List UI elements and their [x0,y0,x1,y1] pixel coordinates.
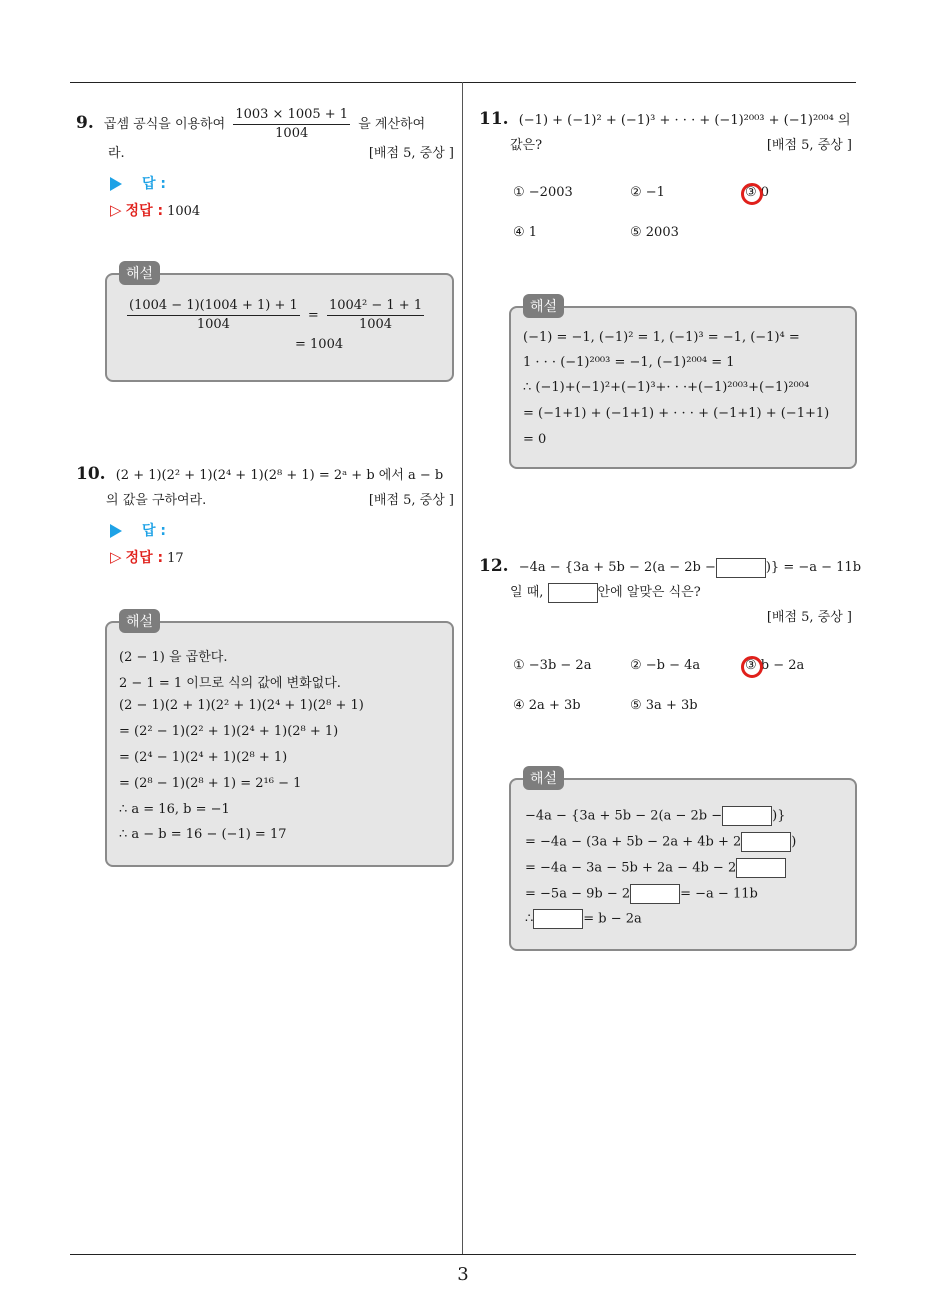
solution-line [525,832,796,852]
correct-answer-label: 정답 : [125,203,164,219]
problem-text: (−1) + (−1)² + (−1)³ + · · · + (−1)²⁰⁰³ + (−1)²⁰⁰⁴ 의 [518,113,851,128]
problem-number: 12. [479,556,509,576]
solution-result: = 1004 [295,337,344,352]
correct-choice-mark [741,183,763,205]
solution-box [105,621,454,867]
solution-line: (−1) = −1, (−1)² = 1, (−1)³ = −1, (−1)⁴ = [523,330,800,345]
play-triangle-icon [110,177,122,191]
blank-box [741,832,791,852]
answer-label: 답 : [142,523,166,539]
problem-10 [76,463,462,487]
choice-3[interactable]: ③ 0 [745,185,770,200]
problem-text: (2 + 1)(2² + 1)(2⁴ + 1)(2⁸ + 1) = 2ᵃ + b 에서 a − b [115,468,444,483]
solution-line: (2 − 1) 을 곱한다. [119,650,228,665]
solution-text: ∴ [525,911,534,927]
correct-answer-value: 17 [167,551,184,566]
answer-line [110,173,166,193]
fraction-numerator: (1004 − 1)(1004 + 1) + 1 [127,297,300,316]
problem-12-line2 [510,582,852,604]
problem-11-line2 [510,135,852,157]
problem-11 [479,108,859,132]
solution-line: = (2⁴ − 1)(2⁴ + 1)(2⁸ + 1) [119,750,288,765]
solution-box [509,778,857,951]
solution-line: ∴ (−1)+(−1)²+(−1)³+· · ·+(−1)²⁰⁰³+(−1)²⁰⁰⁴ [523,380,810,395]
solution-text: = −4a − 3a − 5b + 2a − 4b − 2 [525,860,737,876]
choice-2[interactable]: ② −b − 4a [630,658,701,673]
choice-1[interactable]: ① −3b − 2a [513,658,592,673]
problem-text: 안에 알맞은 식은? [597,585,701,600]
solution-line: 2 − 1 = 1 이므로 식의 값에 변화없다. [119,676,341,691]
score-label: [배점 5, 중상 ] [368,493,454,508]
solution-tag: 해설 [523,766,564,790]
fraction [233,106,350,143]
fraction-numerator: 1003 × 1005 + 1 [233,106,350,125]
score-label: [배점 5, 중상 ] [368,146,454,161]
solution-line: 1 · · · (−1)²⁰⁰³ = −1, (−1)²⁰⁰⁴ = 1 [523,355,735,370]
solution-line: = (−1+1) + (−1+1) + · · · + (−1+1) + (−1+1) [523,406,830,421]
fraction [127,297,300,334]
blank-box [722,806,772,826]
blank-box [630,884,680,904]
answer-line [110,520,166,540]
outline-triangle-icon: ▷ [110,548,122,566]
solution-line [525,909,642,929]
correct-answer-line [110,547,184,567]
choice-2[interactable]: ② −1 [630,185,665,200]
choice-5[interactable]: ⑤ 3a + 3b [630,698,698,713]
fraction [327,297,424,334]
solution-line [525,858,786,878]
fraction-numerator: 1004² − 1 + 1 [327,297,424,316]
score-label: [배점 5, 중상 ] [766,138,852,153]
problem-12 [479,555,864,579]
solution-text: ) [791,834,797,850]
problem-10-line2 [106,490,454,512]
solution-text: )} [772,808,786,824]
play-triangle-icon [110,524,122,538]
choice-4[interactable]: ④ 1 [513,225,538,240]
solution-box [509,306,857,469]
blank-box [533,909,583,929]
problem-9 [76,106,454,143]
fraction-denominator: 1004 [358,317,393,332]
problem-text: 일 때, [510,585,544,600]
problem-text: −4a − {3a + 5b − 2(a − 2b − [518,560,716,575]
choice-1[interactable]: ① −2003 [513,185,573,200]
fraction-denominator: 1004 [275,126,309,141]
solution-tag: 해설 [523,294,564,318]
blank-box [716,558,766,578]
top-rule [70,82,856,83]
correct-answer-value: 1004 [167,204,201,219]
blank-box [736,858,786,878]
correct-answer-line [110,200,200,220]
solution-line: = 0 [523,432,547,447]
problem-number: 9. [76,113,94,133]
solution-line [525,884,758,904]
solution-line: = (2⁸ − 1)(2⁸ + 1) = 2¹⁶ − 1 [119,776,302,791]
page-number: 3 [457,1264,469,1285]
problem-text: 의 값을 구하여라. [106,493,207,508]
problem-text: )} = −a − 11b [765,560,862,575]
correct-choice-mark [741,656,763,678]
bottom-rule [70,1254,856,1255]
solution-text: −4a − {3a + 5b − 2(a − 2b − [525,808,723,824]
problem-number: 10. [76,464,106,484]
problem-9-line2 [108,143,454,165]
fraction-denominator: 1004 [196,317,230,332]
solution-line: ∴ a − b = 16 − (−1) = 17 [119,827,287,842]
solution-line: (2 − 1)(2 + 1)(2² + 1)(2⁴ + 1)(2⁸ + 1) [119,698,364,713]
answer-label: 답 : [142,176,166,192]
choice-5[interactable]: ⑤ 2003 [630,225,679,240]
choices [513,185,853,245]
solution-line [525,806,785,826]
solution-line: ∴ a = 16, b = −1 [119,802,230,817]
problem-text: 값은? [510,138,543,153]
solution-tag: 해설 [119,261,160,285]
score-label: [배점 5, 중상 ] [766,610,852,625]
solution-line: = (2² − 1)(2² + 1)(2⁴ + 1)(2⁸ + 1) [119,724,339,739]
equals-sign: = [307,308,319,323]
problem-text: 곱셈 공식을 이용하여 [103,117,226,132]
choice-4[interactable]: ④ 2a + 3b [513,698,581,713]
solution-text: = −4a − (3a + 5b − 2a + 4b + 2 [525,834,742,850]
blank-box [548,583,598,603]
outline-triangle-icon: ▷ [110,201,122,219]
column-divider [462,82,463,1255]
solution-text: = −a − 11b [680,886,758,902]
solution-text: = b − 2a [583,911,642,927]
solution-equation [123,297,428,334]
problem-text: 라. [108,146,125,161]
correct-answer-label: 정답 : [125,550,164,566]
solution-box [105,273,454,382]
choices [513,658,853,718]
solution-text: = −5a − 9b − 2 [525,886,631,902]
choice-3[interactable]: ③ b − 2a [745,658,805,673]
solution-tag: 해설 [119,609,160,633]
problem-number: 11. [479,109,509,129]
problem-text: 을 계산하여 [358,117,426,132]
